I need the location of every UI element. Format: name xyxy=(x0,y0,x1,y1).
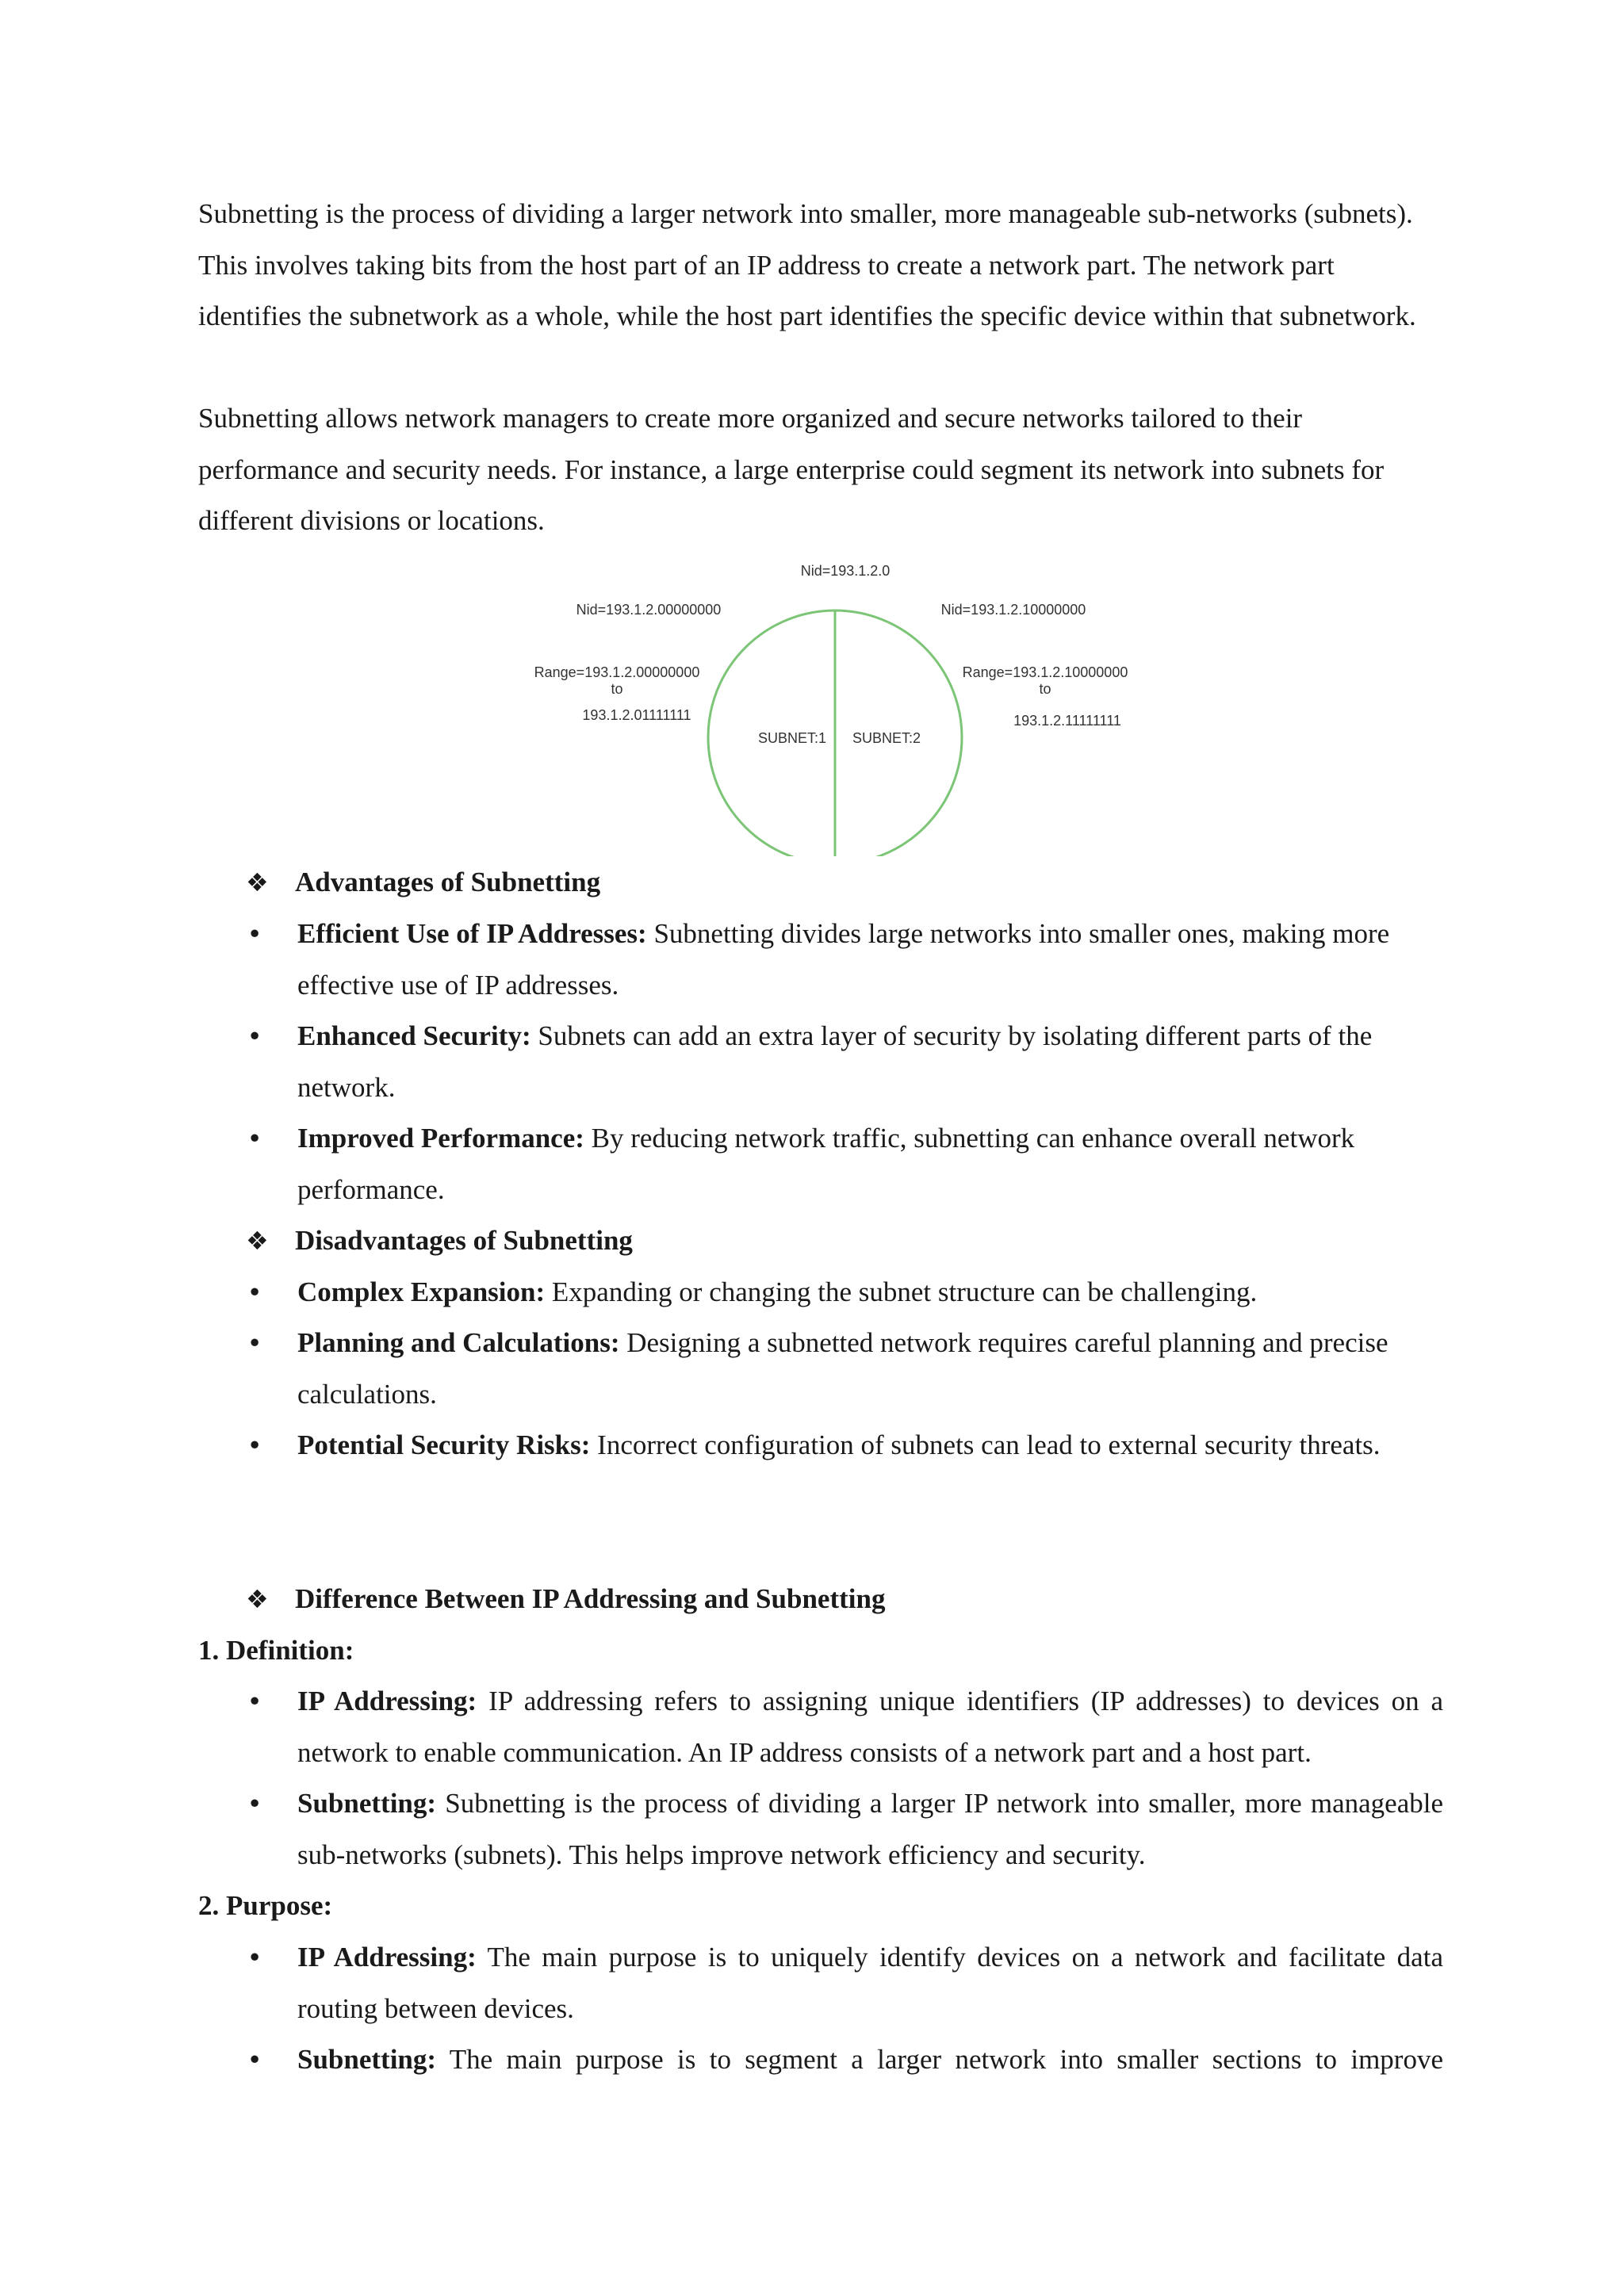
advantage-item xyxy=(250,909,1443,1011)
disadvantages-heading-text: Disadvantages of Subnetting xyxy=(295,1225,633,1256)
purpose-term: Subnetting: xyxy=(297,2044,437,2075)
subnet1-range-line3: 193.1.2.01111111 xyxy=(582,707,691,723)
subnet2-nid-label: Nid=193.1.2.10000000 xyxy=(940,602,1086,618)
disadvantage-item xyxy=(250,1420,1443,1471)
subnet1-label: SUBNET:1 xyxy=(757,730,827,746)
definition-item xyxy=(250,1676,1443,1778)
advantage-term: Improved Performance: xyxy=(297,1123,584,1154)
diamond-bullet-icon: ❖ xyxy=(246,1226,269,1256)
advantage-term: Enhanced Security: xyxy=(297,1020,531,1051)
definition-term: Subnetting: xyxy=(297,1788,437,1819)
advantages-heading-text: Advantages of Subnetting xyxy=(295,867,601,897)
disadvantage-term: Planning and Calculations: xyxy=(297,1327,620,1358)
definition-item xyxy=(250,1778,1443,1881)
advantages-heading xyxy=(246,857,600,909)
disadvantage-item xyxy=(250,1267,1443,1318)
subnet1-range-line1: Range=193.1.2.00000000 xyxy=(534,664,700,680)
bullet-dot-icon: • xyxy=(250,1123,260,1154)
bullet-dot-icon: • xyxy=(250,1686,260,1716)
bullet-dot-icon: • xyxy=(250,1788,260,1819)
purpose-item xyxy=(250,1932,1443,2034)
bullet-dot-icon: • xyxy=(250,918,260,949)
intro-paragraph-2: Subnetting allows network managers to create more organized and secure networks tailored to their performance and security needs. For instance, a large enterprise could segment its network into subnets for different divisions or locations. xyxy=(198,403,1385,536)
purpose-term: IP Addressing: xyxy=(297,1942,477,1973)
purpose-text: The main purpose is to uniquely identify devices on a network and facilitate data routing between devices. xyxy=(297,1942,1443,2024)
purpose-item xyxy=(250,2034,1443,2086)
definition-text: Subnetting is the process of dividing a larger IP network into smaller, more manageable sub-networks (subnets). This helps improve network efficiency and security. xyxy=(297,1788,1444,1870)
subnet1-range-line2: to xyxy=(611,681,623,697)
diamond-bullet-icon: ❖ xyxy=(246,1584,269,1614)
disadvantage-term: Potential Security Risks: xyxy=(297,1429,591,1460)
subnet2-label: SUBNET:2 xyxy=(852,730,921,746)
definition-text: IP addressing refers to assigning unique identifiers (IP addresses) to devices on a network to enable communication. An IP address consists of a network part and a host part. xyxy=(297,1686,1444,1768)
advantage-text: By reducing network traffic, subnetting can enhance overall network performance. xyxy=(297,1123,1355,1205)
advantage-term: Efficient Use of IP Addresses: xyxy=(297,918,647,949)
disadvantage-item xyxy=(250,1318,1443,1420)
advantage-text: Subnetting divides large networks into smaller ones, making more effective use of IP addresses. xyxy=(297,918,1390,1001)
disadvantage-text: Incorrect configuration of subnets can lead to external security threats. xyxy=(597,1429,1381,1460)
bullet-dot-icon: • xyxy=(250,2044,260,2075)
disadvantage-term: Complex Expansion: xyxy=(297,1276,546,1307)
definition-heading: 1. Definition: xyxy=(198,1635,354,1666)
bullet-dot-icon: • xyxy=(250,1327,260,1358)
subnet2-range-line3: 193.1.2.11111111 xyxy=(1013,713,1121,729)
subnet2-range-line2: to xyxy=(1039,681,1051,697)
bullet-dot-icon: • xyxy=(250,1020,260,1051)
intro-paragraph-1: Subnetting is the process of dividing a larger network into smaller, more manageable sub-networks (subnets). This involves taking bits from the host part of an IP address to create a network part. The network part identifies the subnetwork as a whole, while the host part identifies the specific device within that subnetwork. xyxy=(198,198,1416,331)
subnet-diagram xyxy=(0,547,1624,856)
purpose-heading: 2. Purpose: xyxy=(198,1890,333,1921)
advantage-text: Subnets can add an extra layer of security by isolating different parts of the network. xyxy=(297,1020,1373,1103)
network-id-label: Nid=193.1.2.0 xyxy=(800,563,891,579)
bullet-dot-icon: • xyxy=(250,1429,260,1460)
subnet1-nid-label: Nid=193.1.2.00000000 xyxy=(576,602,722,618)
advantage-item xyxy=(250,1011,1443,1113)
disadvantages-heading xyxy=(246,1215,633,1267)
difference-heading xyxy=(246,1574,885,1625)
diamond-bullet-icon: ❖ xyxy=(246,867,269,897)
bullet-dot-icon: • xyxy=(250,1942,260,1973)
disadvantage-text: Expanding or changing the subnet structure can be challenging. xyxy=(551,1276,1258,1307)
bullet-dot-icon: • xyxy=(250,1276,260,1307)
subnet2-range-line1: Range=193.1.2.10000000 xyxy=(962,664,1128,680)
definition-term: IP Addressing: xyxy=(297,1686,477,1716)
purpose-text: The main purpose is to segment a larger network into smaller sections to improve xyxy=(449,2044,1443,2075)
difference-heading-text: Difference Between IP Addressing and Subnetting xyxy=(295,1583,886,1614)
disadvantage-text: Designing a subnetted network requires careful planning and precise calculations. xyxy=(297,1327,1388,1410)
advantage-item xyxy=(250,1113,1443,1215)
